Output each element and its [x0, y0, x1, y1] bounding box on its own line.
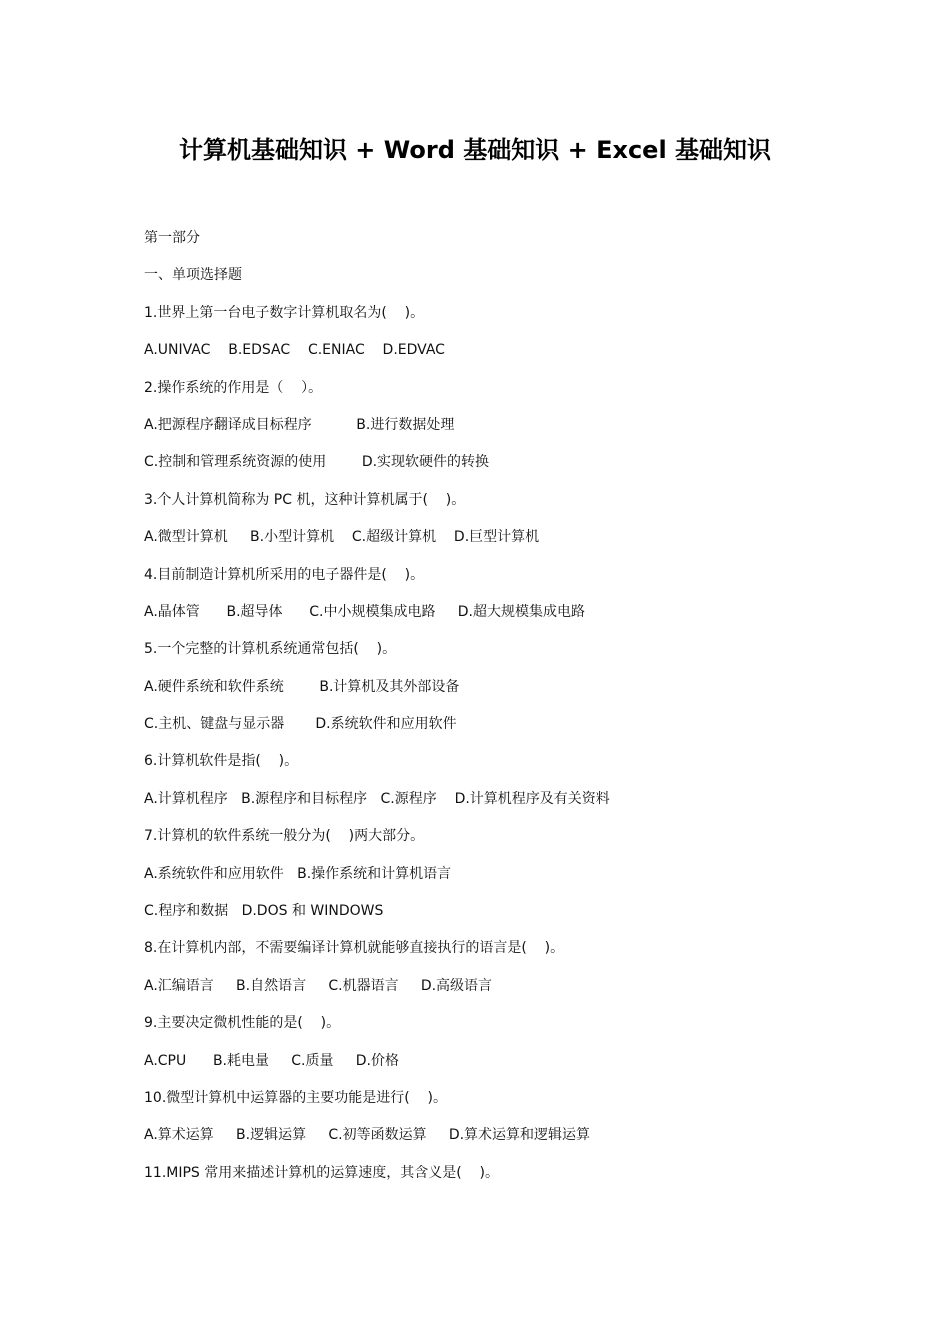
question-10: 10.微型计算机中运算器的主要功能是进行( )。 [144, 1089, 447, 1106]
document-title: 计算机基础知识 + Word 基础知识 + Excel 基础知识 [178, 136, 772, 164]
question-1: 1.世界上第一台电子数字计算机取名为( )。 [144, 304, 425, 321]
question-8: 8.在计算机内部，不需要编译计算机就能够直接执行的语言是( )。 [144, 940, 565, 957]
question-7: 7.计算机的软件系统一般分为( )两大部分。 [144, 828, 425, 845]
question-2-options-ab: A.把源程序翻译成目标程序 B.进行数据处理 [144, 416, 455, 433]
question-6-options: A.计算机程序 B.源程序和目标程序 C.源程序 D.计算机程序及有关资料 [144, 790, 610, 807]
section-heading: 第一部分 [144, 230, 200, 246]
question-5: 5.一个完整的计算机系统通常包括( )。 [144, 641, 397, 658]
question-9-options: A.CPU B.耗电量 C.质量 D.价格 [144, 1052, 399, 1069]
question-8-options: A.汇编语言 B.自然语言 C.机器语言 D.高级语言 [144, 977, 493, 994]
question-2-options-cd: C.控制和管理系统资源的使用 D.实现软硬件的转换 [144, 454, 490, 471]
question-7-options-cd: C.程序和数据 D.DOS 和 WINDOWS [144, 903, 384, 920]
subsection-heading: 一、单项选择题 [144, 267, 242, 284]
question-6: 6.计算机软件是指( )。 [144, 753, 299, 770]
question-7-options-ab: A.系统软件和应用软件 B.操作系统和计算机语言 [144, 865, 452, 882]
question-5-options-ab: A.硬件系统和软件系统 B.计算机及其外部设备 [144, 678, 460, 695]
question-11: 11.MIPS 常用来描述计算机的运算速度，其含义是( )。 [144, 1164, 499, 1181]
question-3-options: A.微型计算机 B.小型计算机 C.超级计算机 D.巨型计算机 [144, 529, 540, 546]
question-5-options-cd: C.主机、键盘与显示器 D.系统软件和应用软件 [144, 716, 457, 733]
question-1-options: A.UNIVAC B.EDSAC C.ENIAC D.EDVAC [144, 342, 445, 359]
question-10-options: A.算术运算 B.逻辑运算 C.初等函数运算 D.算术运算和逻辑运算 [144, 1127, 591, 1144]
question-4: 4.目前制造计算机所采用的电子器件是( )。 [144, 566, 425, 583]
question-4-options: A.晶体管 B.超导体 C.中小规模集成电路 D.超大规模集成电路 [144, 603, 585, 620]
question-9: 9.主要决定微机性能的是( )。 [144, 1015, 341, 1032]
question-2: 2.操作系统的作用是（ ）。 [144, 379, 323, 396]
question-3: 3.个人计算机简称为 PC 机，这种计算机属于( )。 [144, 491, 466, 508]
document-body [144, 226, 864, 1198]
